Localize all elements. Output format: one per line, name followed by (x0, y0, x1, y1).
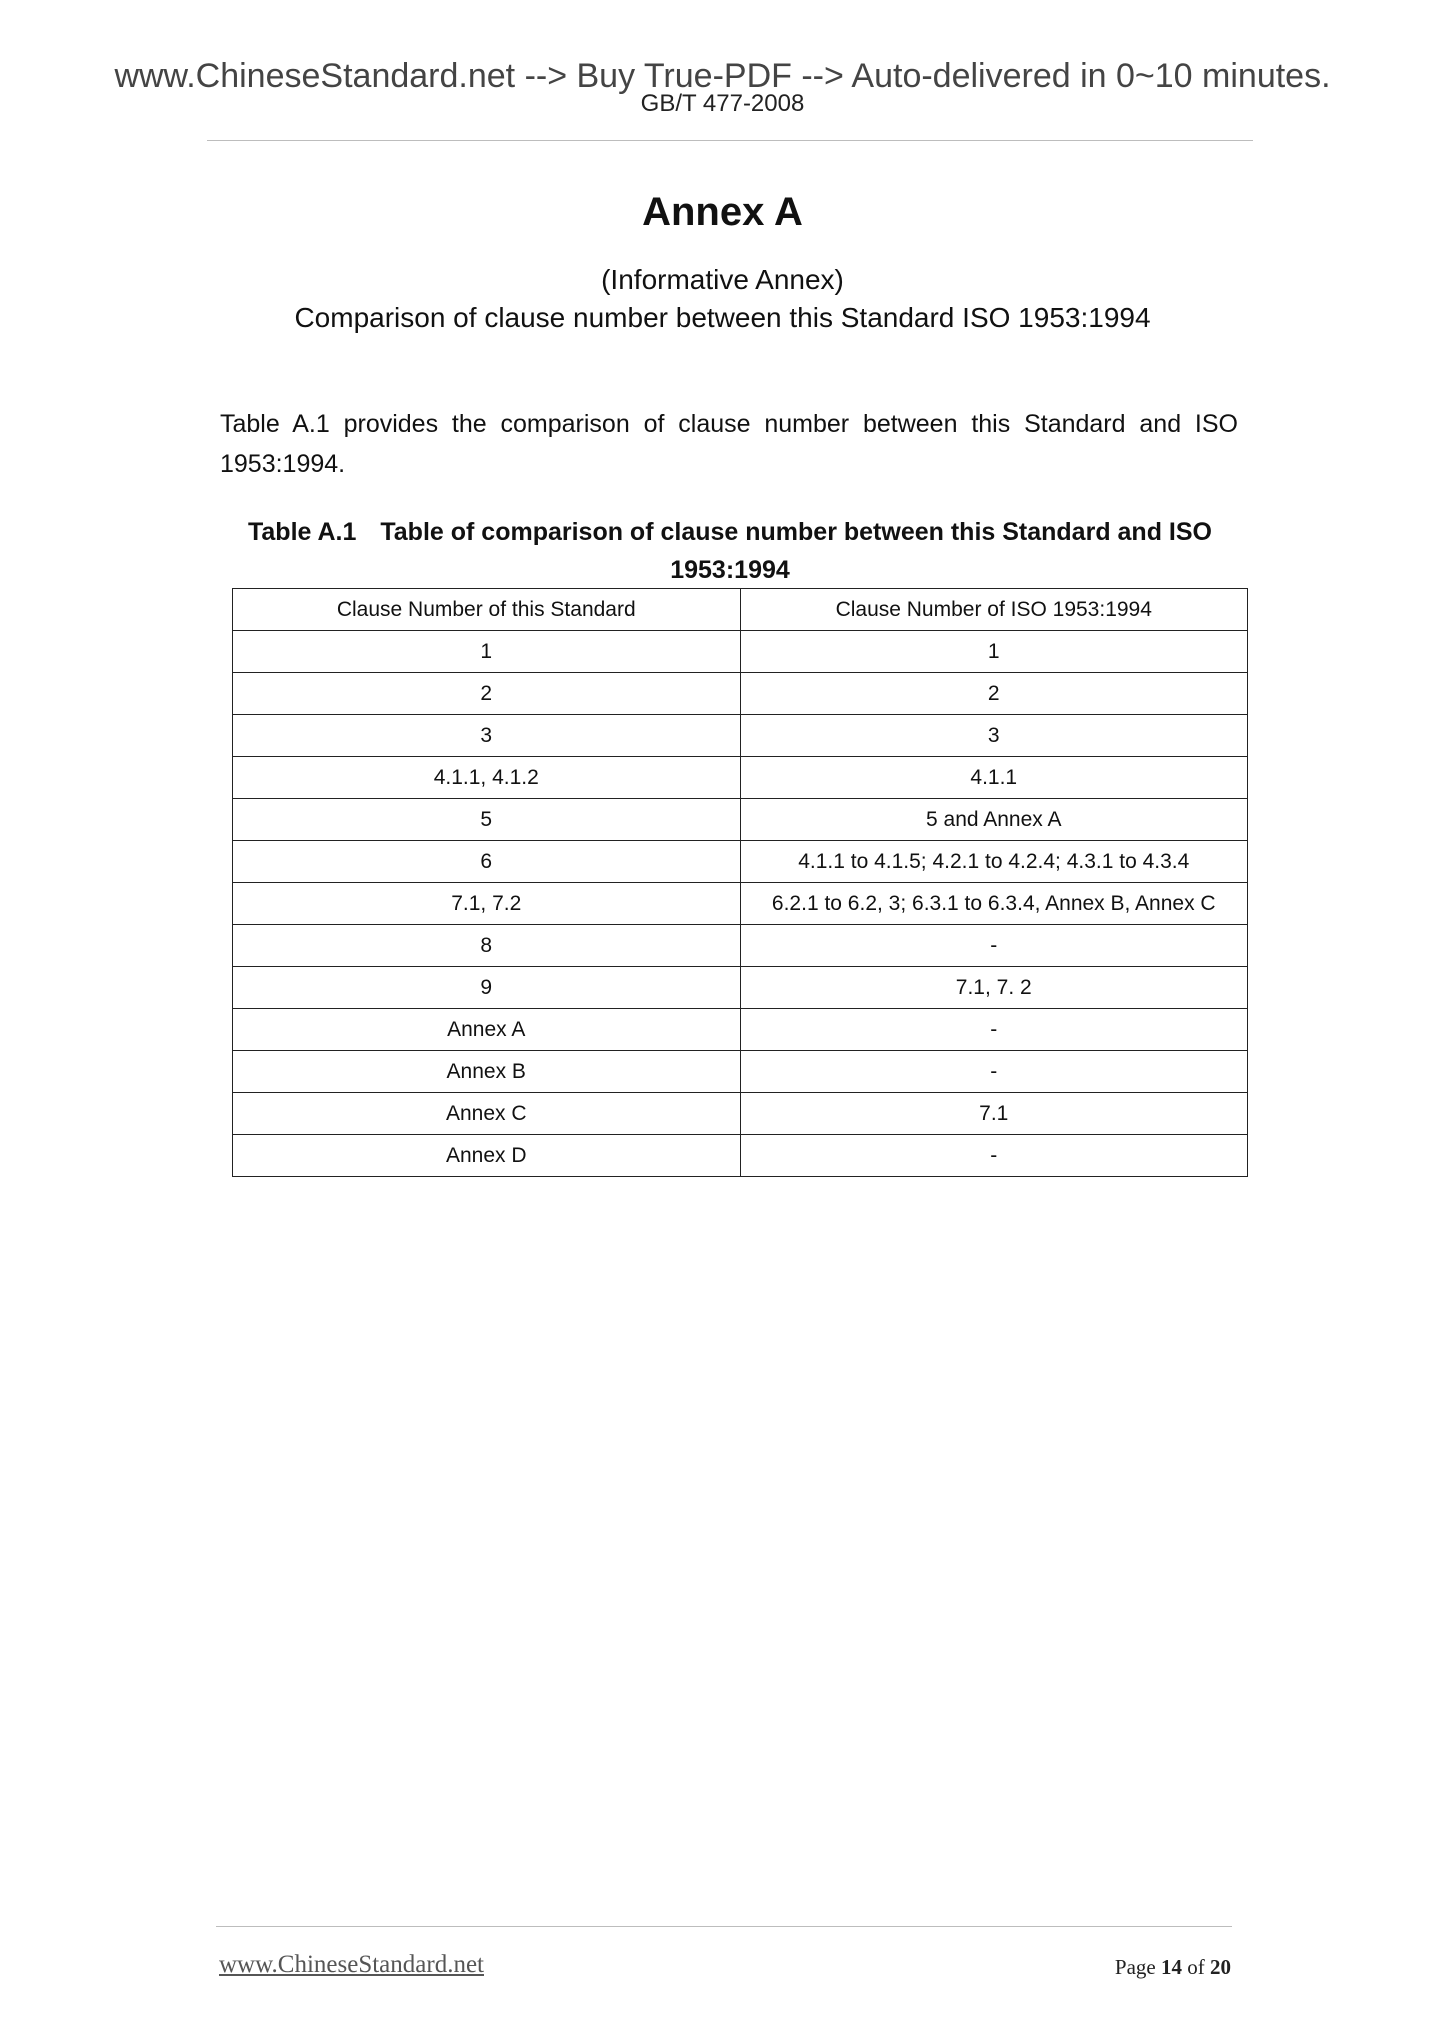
comparison-table (232, 588, 1248, 1177)
annex-heading: Comparison of clause number between this Standard ISO 1953:1994 (294, 302, 1151, 333)
table-caption-label: Table A.1 (247, 518, 357, 546)
footer-divider (216, 1926, 1232, 1927)
cell-iso: 4.1.1 to 4.1.5; 4.2.1 to 4.2.4; 4.3.1 to 4.3.4 (740, 841, 1248, 883)
intro-paragraph: Table A.1 provides the comparison of clause number between this Standard and ISO 1953:1994. (220, 410, 1238, 478)
cell-iso: 2 (740, 673, 1248, 715)
cell-this-standard: 6 (233, 841, 741, 883)
table-row (233, 925, 1248, 967)
cell-iso: - (740, 925, 1248, 967)
cell-iso: 6.2.1 to 6.2, 3; 6.3.1 to 6.3.4, Annex B, Annex C (740, 883, 1248, 925)
page-total: 20 (1210, 1955, 1231, 1979)
table-row (233, 841, 1248, 883)
page-indicator (1115, 1953, 1231, 1981)
table-row (233, 799, 1248, 841)
cell-iso: 1 (740, 631, 1248, 673)
page-of: of (1187, 1955, 1205, 1979)
header-divider (207, 140, 1253, 141)
header-cell-iso: Clause Number of ISO 1953:1994 (740, 589, 1248, 631)
cell-this-standard: 1 (233, 631, 741, 673)
cell-this-standard: 5 (233, 799, 741, 841)
table-caption-text: Table of comparison of clause number between this Standard and ISO 1953:1994 (380, 518, 1212, 584)
header-cell-this-standard: Clause Number of this Standard (233, 589, 741, 631)
cell-this-standard: Annex C (233, 1093, 741, 1135)
cell-this-standard: Annex D (233, 1135, 741, 1177)
cell-this-standard: 4.1.1, 4.1.2 (233, 757, 741, 799)
table-row (233, 757, 1248, 799)
table-row (233, 673, 1248, 715)
cell-iso: 4.1.1 (740, 757, 1248, 799)
annex-title: Annex A (642, 190, 803, 234)
table-row (233, 967, 1248, 1009)
table-caption (225, 513, 1235, 589)
cell-this-standard: 7.1, 7.2 (233, 883, 741, 925)
cell-iso: 7.1 (740, 1093, 1248, 1135)
cell-this-standard: Annex B (233, 1051, 741, 1093)
table-header-row (233, 589, 1248, 631)
table-row (233, 631, 1248, 673)
cell-this-standard: 8 (233, 925, 741, 967)
cell-this-standard: Annex A (233, 1009, 741, 1051)
cell-iso: - (740, 1051, 1248, 1093)
cell-iso: 5 and Annex A (740, 799, 1248, 841)
standard-number: GB/T 477-2008 (640, 90, 805, 117)
cell-iso: - (740, 1135, 1248, 1177)
cell-iso: 7.1, 7. 2 (740, 967, 1248, 1009)
table-row (233, 1093, 1248, 1135)
cell-this-standard: 2 (233, 673, 741, 715)
table-row (233, 1135, 1248, 1177)
table-row (233, 883, 1248, 925)
table-row (233, 1009, 1248, 1051)
table-row (233, 715, 1248, 757)
cell-iso: - (740, 1009, 1248, 1051)
cell-iso: 3 (740, 715, 1248, 757)
annex-subtitle: (Informative Annex) (601, 264, 844, 295)
site-banner: www.ChineseStandard.net --> Buy True-PDF --> Auto-delivered in 0~10 minutes. (114, 57, 1331, 95)
footer-site-link[interactable]: www.ChineseStandard.net (219, 1951, 484, 1978)
table-row (233, 1051, 1248, 1093)
cell-this-standard: 3 (233, 715, 741, 757)
cell-this-standard: 9 (233, 967, 741, 1009)
page-current: 14 (1161, 1955, 1182, 1979)
page-word: Page (1114, 1955, 1156, 1979)
